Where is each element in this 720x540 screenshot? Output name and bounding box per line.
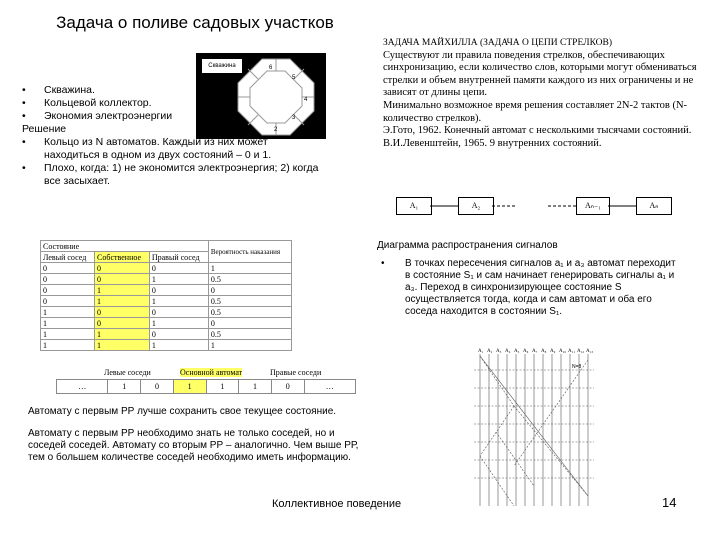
chain-box: Aₙ₋₁ (576, 197, 610, 215)
axis-label: A₁₀ (559, 349, 567, 354)
state-group-header: Состояние (41, 241, 209, 252)
well-label: Скважина (202, 59, 242, 73)
myhill-para: Существуют ли правила поведения стрелков, обеспечивающих синхронизацию, если количество слов, которыми могут обмениваться стрелки и объем внутренней памяти каждого из них ограничены и не зависят от длины цепи. (383, 49, 697, 99)
nb-header: Правые соседи (270, 368, 322, 377)
signal-diagram (474, 346, 600, 510)
axis-label: A₁₂ (577, 349, 585, 354)
table-row: 0 1 0 0 (41, 285, 292, 296)
n-label: N=8 (572, 364, 582, 370)
bullet-item: Экономия электроэнергии (44, 110, 173, 122)
bullet-item: Кольцо из N автоматов. Каждый из них может находиться в одном из двух состояний – 0 и 1. (44, 136, 272, 161)
solution-label: Решение (22, 123, 67, 135)
spread-text: Диаграмма распространения сигналов • В точках пересечения сигналов a₁ и a₃ автомат переходит в состояние S₁ и сам начинает генерировать сигналы a₁ и a₃. Переход в синхронизирующее состояние S осуществляется тогда, когда и сам автомат и оба его соседа находится в состоянии S₁. (377, 240, 676, 317)
spread-title: Диаграмма распространения сигналов (377, 240, 558, 251)
table-row: 1 1 0 0.5 (41, 329, 292, 340)
myhill-text (383, 37, 701, 150)
state-table (40, 240, 292, 351)
axis-label: A₁₁ (568, 349, 576, 354)
ring-num: 6 (269, 65, 273, 71)
myhill-para: Э.Гото, 1962. Конечный автомат с несколькими тысячами состояний. (383, 125, 692, 137)
bottom-text (28, 406, 374, 464)
bottom-para: Автомату с первым РР необходимо знать не только соседей, но и соседей соседей. Автомату со вторым РР – аналогично. Чем выше РР, тем о большем количестве соседей необходимо иметь информацию. (28, 428, 359, 463)
page-number: 14 (662, 495, 677, 510)
neighbors-block (56, 368, 356, 394)
bullet-item: Скважина. (44, 84, 95, 96)
signal-line (480, 456, 514, 506)
ring-num: 2 (274, 127, 278, 133)
table-row: 1 0 1 0 (41, 318, 292, 329)
table-row: 1 1 1 1 (41, 340, 292, 351)
axis-label: A₁ (478, 349, 484, 354)
col-header: Собственное (95, 252, 150, 263)
axis-label: A₁₃ (586, 349, 594, 354)
axis-label: A₅ (514, 349, 520, 354)
nb-header: Основной автомат (180, 368, 243, 377)
signal-line (480, 356, 514, 406)
signal-line (480, 406, 514, 456)
chain-box: A₁ (396, 197, 432, 215)
table-row: … 1 0 1 1 1 0 … (57, 380, 356, 394)
bottom-para: Автомату с первым РР лучше сохранить свое текущее состояние. (28, 406, 337, 417)
table-row: 1 0 0 0.5 (41, 307, 292, 318)
axis-label: A₇ (532, 349, 538, 354)
page-title: Задача о поливе садовых участков (56, 13, 334, 32)
axis-label: A₂ (487, 349, 493, 354)
bullet-item: Кольцевой коллектор. (44, 97, 152, 109)
bullet-item: Плохо, когда: 1) не экономится электроэнергия; 2) когда все засыхает. (44, 162, 319, 187)
table-row: 0 0 0 1 (41, 263, 292, 274)
table-row: 0 1 1 0.5 (41, 296, 292, 307)
col-header: Правый сосед (149, 252, 208, 263)
axis-label: A₃ (496, 349, 502, 354)
table-row: 0 0 1 0.5 (41, 274, 292, 285)
ring-num: 4 (304, 97, 308, 103)
chain-box: Aₙ (636, 197, 672, 215)
myhill-para: Минимально возможное время решения составляет 2N-2 тактов (N-количество стрелков). (383, 99, 688, 124)
ring-num: 5 (292, 75, 296, 81)
myhill-heading: ЗАДАЧА МАЙХИЛЛА (ЗАДАЧА О ЦЕПИ СТРЕЛКОВ) (383, 38, 613, 48)
col-header: Левый сосед (41, 252, 95, 263)
automata-chain (396, 196, 678, 216)
nb-header: Левые соседи (104, 368, 151, 377)
axis-label: A₉ (550, 349, 556, 354)
neighbors-table (56, 379, 356, 394)
prob-header: Вероятность наказания (208, 241, 291, 263)
solution-block: Решение • Кольцо из N автоматов. Каждый из них может находиться в одном из двух состояний – 0 и 1. • Плохо, когда: 1) не экономится электроэнергия; 2) когда все засыхает. (22, 123, 322, 188)
footer-label: Коллективное поведение (272, 498, 402, 510)
ring-num: 3 (292, 115, 296, 121)
myhill-para: В.И.Левенштейн, 1965. 9 внутренних состояний. (383, 137, 602, 149)
axis-label: A₄ (505, 349, 511, 354)
axis-label: A₆ (523, 349, 529, 354)
spread-bullet: В точках пересечения сигналов a₁ и a₃ автомат переходит в состояние S₁ и сам начинает генерировать сигналы a₁ и a₃. Переход в синхронизирующее состояние S осуществляется тогда, когда и сам автомат и оба его соседа находится в состоянии S₁. (405, 258, 676, 317)
axis-label: A₈ (541, 349, 547, 354)
bullet-list-1: • Скважина. • Кольцевой коллектор. • Экономия электроэнергии (22, 84, 173, 122)
chain-box: A₂ (458, 197, 494, 215)
